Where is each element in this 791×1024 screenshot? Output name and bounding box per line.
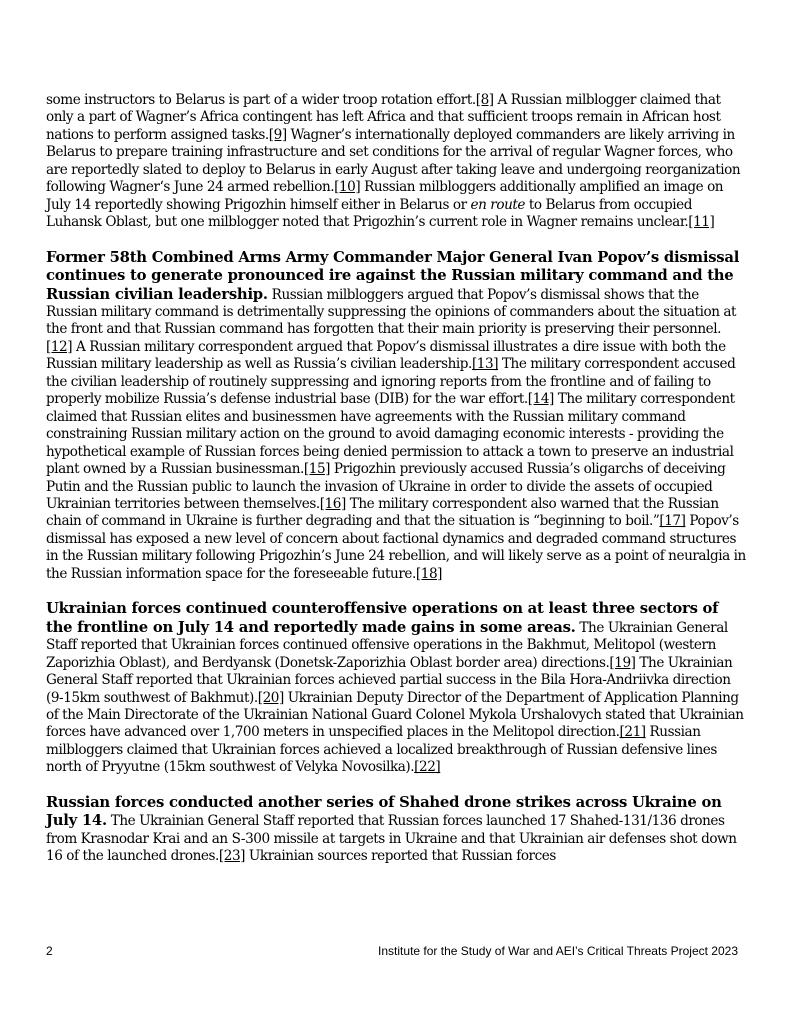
paragraph — [46, 600, 746, 777]
footnote-link[interactable]: [21] — [619, 724, 646, 741]
body-text: Russian milbloggers claimed that Ukrainian forces achieved a localized breakthrough of Russian defensive lines north of Pryyutne (15km southwest of Velyka Novosilka). — [46, 724, 717, 776]
page-number: 2 — [46, 944, 53, 958]
footer-credit: Institute for the Study of War and AEI’s Critical Threats Project 2023 — [378, 944, 738, 958]
body-text: The Ukrainian General Staff reported that Ukrainian forces continued offensive operations in the Bakhmut, Melitopol (western Zaporizhia Oblast), and Berdyansk (Donetsk-Zaporizhia Oblast border area) directions. — [46, 619, 728, 671]
page-body — [46, 92, 746, 866]
footnote-link[interactable]: [10] — [334, 179, 361, 196]
body-text: Popov’s dismissal has exposed a new level of concern about factional dynamics and degraded command structures in the Russian military following Prigozhin’s June 24 rebellion, and will likely serve as a point of neuralgia in the Russian information space for the foreseeable future. — [46, 513, 746, 582]
footnote-link[interactable]: [22] — [414, 759, 441, 776]
footnote-link[interactable]: [12] — [46, 338, 73, 355]
paragraph-lede: Former 58th Combined Arms Army Commander Major General Ivan Popov’s dismissal continues to generate pronounced ire against the Russian military command and the Russian civilian leadership. — [46, 248, 740, 303]
footnote-link[interactable]: [23] — [218, 848, 246, 865]
footnote-link[interactable]: [13] — [471, 356, 499, 373]
body-text: Wagner’s internationally deployed commanders are likely arriving in Belarus to prepare training infrastructure and set conditions for the arrival of regular Wagner forces, who are reportedly slated to deploy to Belarus in early August after taking leave and undergoing reorganization following Wagner‘s June 24 armed rebellion. — [46, 126, 741, 196]
footnote-link[interactable]: [15] — [303, 461, 330, 478]
body-text: The military correspondent also warned that the Russian chain of command in Ukraine is further degrading and that the situation is “beginning to boil.” — [46, 495, 719, 530]
italic-text: en route — [470, 196, 525, 213]
body-text: Ukrainian sources reported that Russian forces — [245, 848, 556, 865]
footnote-link[interactable]: [20] — [257, 689, 284, 706]
paragraph-lede: Russian forces conducted another series of Shahed drone strikes across Ukraine on July 14. — [46, 793, 722, 830]
body-text: Prigozhin previously accused Russia’s oligarchs of deceiving Putin and the Russian public to launch the invasion of Ukraine in order to divide the assets of occupied Ukrainian territories between themselves. — [46, 461, 726, 512]
paragraph — [46, 794, 746, 866]
body-text: to Belarus from occupied Luhansk Oblast, but one milblogger noted that Prigozhin’s current role in Wagner remains unclear. — [46, 196, 692, 231]
body-text: The military correspondent claimed that Russian elites and businessmen have agreements with the Russian military command constraining Russian military action on the ground to avoid damaging economic interests - providing the hypothetical example of Russian forces being denied permission to attack a town to preserve an industrial plant owned by a Russian businessman. — [46, 391, 735, 478]
body-text: The Ukrainian General Staff reported that Russian forces launched 17 Shahed-131/136 drones from Krasnodar Krai and an S-300 missile at targets in Ukraine and that Ukrainian air defenses shot down 16 of the launched drones. — [46, 813, 737, 865]
body-text: The military correspondent accused the civilian leadership of routinely suppressing and ignoring reports from the frontline and of failing to properly mobilize Russia’s defense industrial base (DIB) for the war effort. — [46, 356, 736, 408]
body-text: some instructors to Belarus is part of a wider troop rotation effort. — [46, 92, 476, 108]
paragraph-lede: Ukrainian forces continued counteroffensive operations on at least three sectors of the frontline on July 14 and reportedly made gains in some areas. — [46, 600, 719, 636]
footnote-link[interactable]: [17] — [659, 513, 686, 530]
body-text: Russian milbloggers additionally amplified an image on July 14 reportedly showing Prigozhin himself either in Belarus or — [46, 179, 724, 213]
footnote-link[interactable]: [9] — [268, 126, 287, 143]
body-text: A Russian military correspondent argued that Popov’s dismissal illustrates a dire issue with both the Russian military leadership as well as Russia’s civilian leadership. — [46, 338, 726, 373]
body-text: A Russian milblogger claimed that only a part of Wagner’s Africa contingent has left Africa and that sufficient troops remain in African host nations to perform assigned tasks. — [46, 92, 721, 143]
footnote-link[interactable]: [8] — [475, 92, 494, 108]
footnote-link[interactable]: [14] — [527, 391, 554, 408]
footnote-link[interactable]: [16] — [319, 495, 346, 512]
footnote-link[interactable]: [19] — [609, 654, 636, 671]
footnote-link[interactable]: [11] — [688, 214, 715, 231]
footnote-link[interactable]: [18] — [415, 565, 442, 582]
body-text: Ukrainian Deputy Director of the Department of Application Planning of the Main Directorate of the Ukrainian National Guard Colonel Mykola Urshalovych stated that Ukrainian forces have advanced over 1,700 meters in unspecified places in the Melitopol direction. — [46, 689, 744, 741]
paragraph — [46, 249, 746, 584]
page-footer — [46, 944, 738, 962]
body-text: The Ukrainian General Staff reported that Ukrainian forces achieved partial success in the Bila Hora-Andriivka direction (9-15km southwest of Bakhmut). — [46, 654, 733, 706]
paragraph — [46, 92, 746, 232]
body-text: Russian milbloggers argued that Popov’s dismissal shows that the Russian military command is detrimentally suppressing the opinions of commanders about the situation at the front and that Russian command has forgotten that their main priority is preserving their personnel. — [46, 286, 737, 338]
